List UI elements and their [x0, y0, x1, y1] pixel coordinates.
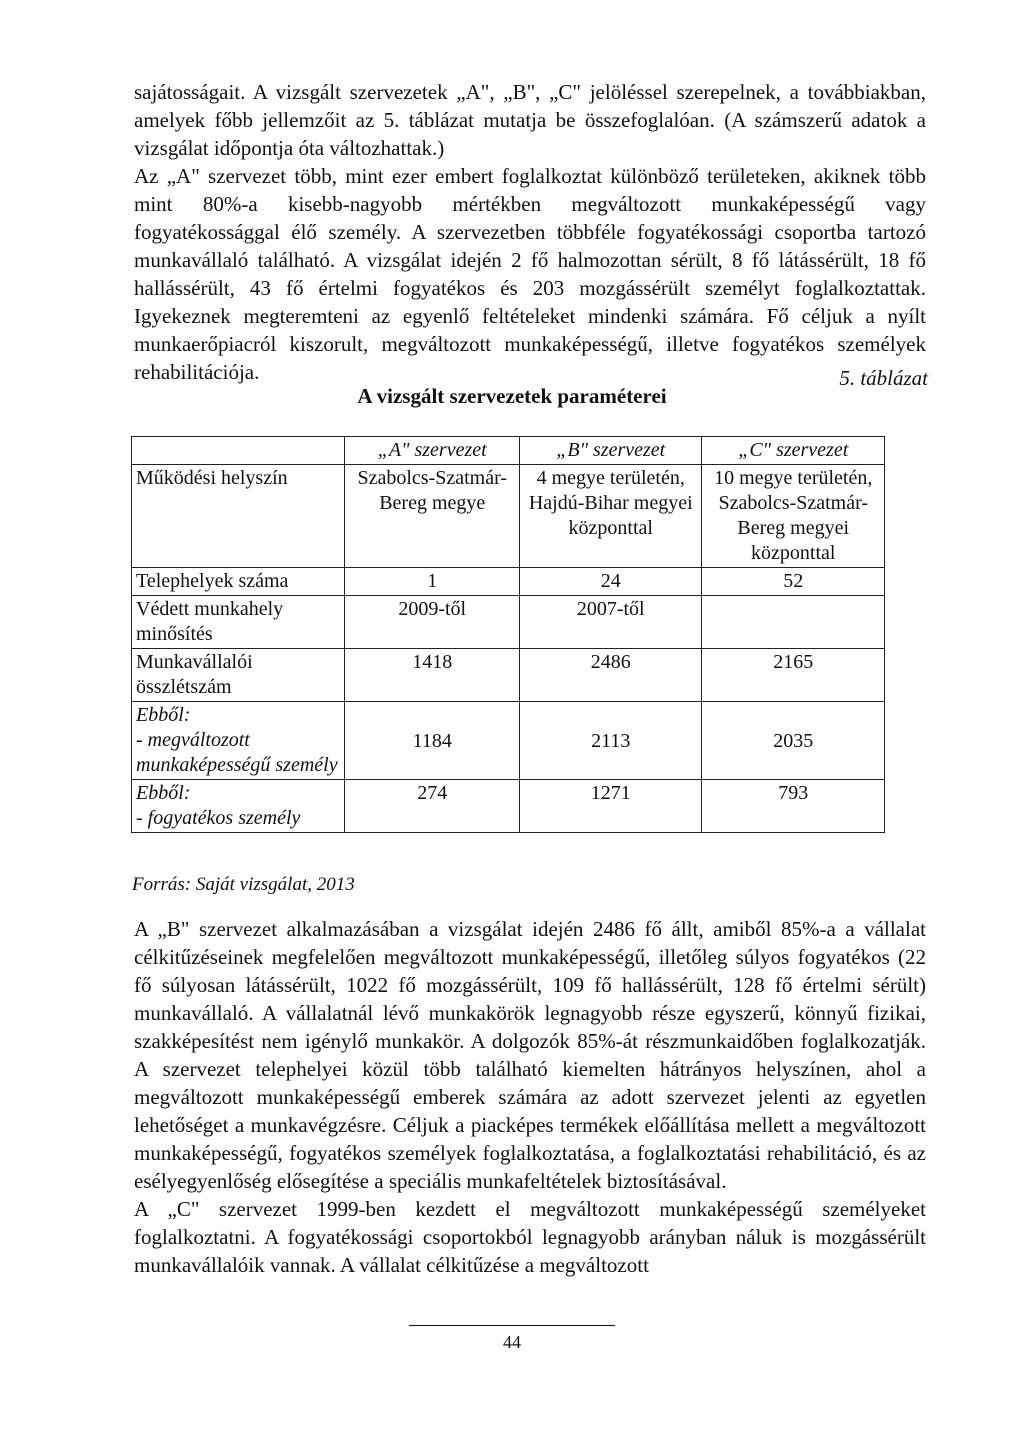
table-row	[132, 568, 885, 596]
row-label: Védett munkahely minősítés	[132, 596, 345, 649]
cell-b: 1271	[520, 780, 702, 833]
body-paragraph-1	[134, 78, 926, 386]
paragraph-text: Az „A" szervezet több, mint ezer embert foglalkoztat különböző területeken, akiknek több mint 80%-a kisebb-nagyobb mértékben megváltozott munkaképességű vagy fogyatékossággal élő személy. A szervezetben többféle fogyatékossági csoportba tartozó munkavállaló található. A vizsgálat idején 2 fő halmozottan sérült, 8 fő látássérült, 18 fő hallássérült, 43 fő értelmi fogyatékos és 203 mozgássérült személyt foglalkoztattak. Igyekeznek megteremteni az egyenlő feltételeket mindenki számára. Fő céljuk a nyílt munkaerőpiacról kiszorult, megváltozott munkaképességű, illetve fogyatékos személyek rehabilitációja.	[134, 164, 926, 384]
cell-b: 2007-től	[520, 596, 702, 649]
cell-c	[702, 596, 885, 649]
table-source: Forrás: Saját vizsgálat, 2013	[132, 874, 355, 895]
paragraph-text: A „B" szervezet alkalmazásában a vizsgálat idején 2486 fő állt, amiből 85%-a a vállalat célkitűzéseinek megfelelően megváltozott munkaképességű, illetőleg súlyos fogyatékos (22 fő súlyosan látássérült, 1022 fő mozgássérült, 109 fő hallássérült, 128 fő értelmi sérült) munkavállaló. A vállalatnál lévő munkakörök legnagyobb része egyszerű, könnyű fizikai, szakképesítést nem igénylő munkakör. A dolgozók 85%-át részmunkaidőben foglalkozatják. A szervezet telephelyei közül több található kiemelten hátrányos helyszínen, ahol a megváltozott munkaképességű emberek számára az adott szervezet jelenti az egyetlen lehetőséget a munkavégzésre. Céljuk a piacképes termékek előállítása mellett a megváltozott munkaképességű, fogyatékos személyek foglalkoztatása, a foglalkoztatási rehabilitáció, és az esélyegyenlőség elősegítése a speciális munkafeltételek biztosításával.	[134, 917, 926, 1193]
cell-a: 2009-től	[345, 596, 520, 649]
cell-b: 24	[520, 568, 702, 596]
row-label-text: - megváltozott munkaképességű személy	[136, 729, 338, 776]
table-header-row	[132, 437, 885, 465]
table-row	[132, 780, 885, 833]
paragraph-text: sajátosságait. A vizsgált szervezetek „A", „B", „C" jelöléssel szerepelnek, a továbbiakban, amelyek főbb jellemzőit az 5. táblázat mutatja be összefoglalóan. (A számszerű adatok a vizsgálat időpontja óta változhattak.)	[134, 80, 926, 160]
cell-a: 274	[345, 780, 520, 833]
row-label	[132, 702, 345, 780]
table-row	[132, 596, 885, 649]
body-paragraph-2	[134, 915, 926, 1279]
table-row	[132, 649, 885, 702]
cell-b: 2113	[520, 702, 702, 780]
row-label-prefix: Ebből:	[136, 704, 191, 726]
page-number: 44	[503, 1332, 521, 1352]
cell-b: 4 megye területén, Hajdú-Bihar megyei központtal	[520, 465, 702, 568]
row-label-text: - fogyatékos személy	[136, 807, 301, 829]
header-empty	[132, 437, 345, 465]
table-title: A vizsgált szervezetek paraméterei	[357, 384, 667, 408]
table-row	[132, 702, 885, 780]
cell-a: 1184	[345, 702, 520, 780]
cell-c: 2035	[702, 702, 885, 780]
cell-c: 793	[702, 780, 885, 833]
header-org-b: „B" szervezet	[520, 437, 702, 465]
row-label: Munkavállalói összlétszám	[132, 649, 345, 702]
cell-b: 2486	[520, 649, 702, 702]
header-org-c: „C" szervezet	[702, 437, 885, 465]
footer-divider	[409, 1325, 615, 1326]
cell-a: Szabolcs-Szatmár-Bereg megye	[345, 465, 520, 568]
table-number: 5. táblázat	[839, 366, 928, 390]
cell-c: 2165	[702, 649, 885, 702]
cell-a: 1418	[345, 649, 520, 702]
header-org-a: „A" szervezet	[345, 437, 520, 465]
paragraph-text: A „C" szervezet 1999-ben kezdett el megváltozott munkaképességű személyeket foglalkoztatni. A fogyatékossági csoportokból legnagyobb arányban náluk is mozgássérült munkavállalóik vannak. A vállalat célkitűzése a megváltozott	[134, 1197, 926, 1277]
parameters-table	[131, 436, 885, 833]
cell-a: 1	[345, 568, 520, 596]
row-label	[132, 780, 345, 833]
table-row	[132, 465, 885, 568]
row-label-prefix: Ebből:	[136, 782, 191, 804]
cell-c: 52	[702, 568, 885, 596]
cell-c: 10 megye területén, Szabolcs-Szatmár-Bereg megyei központtal	[702, 465, 885, 568]
row-label: Telephelyek száma	[132, 568, 345, 596]
row-label: Működési helyszín	[132, 465, 345, 568]
